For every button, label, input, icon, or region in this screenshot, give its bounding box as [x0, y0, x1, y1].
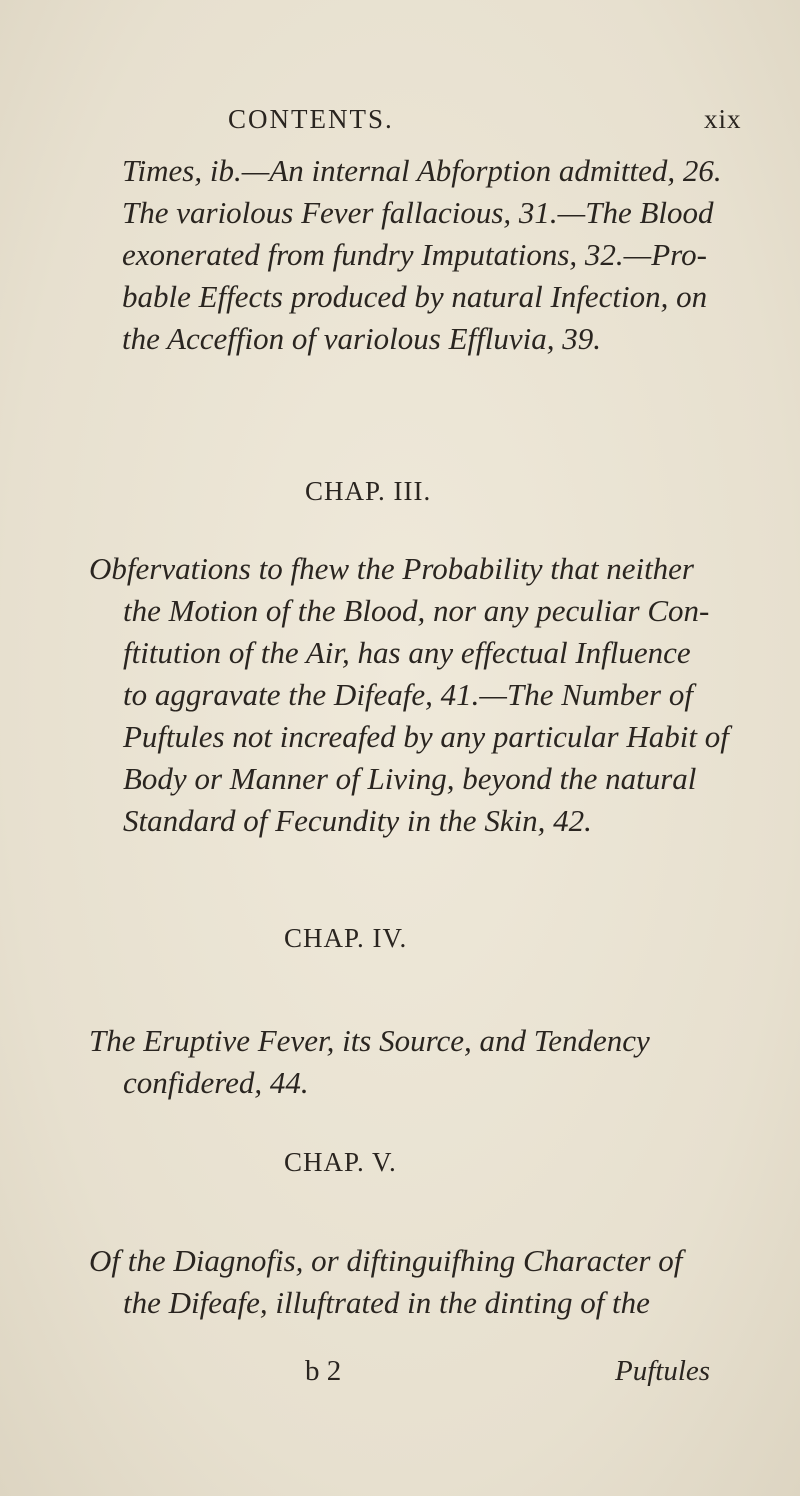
- text-line: to aggravate the Difeafe, 41.—The Number of: [123, 677, 693, 712]
- page-number: xix: [704, 104, 742, 134]
- catchword: Puftules: [615, 1355, 711, 1387]
- chapter-summary: [89, 1240, 682, 1324]
- text-line: The Eruptive Fever, its Source, and Tendency: [89, 1023, 650, 1058]
- text-line: the Motion of the Blood, nor any peculiar Con-: [123, 593, 710, 628]
- text-line: Body or Manner of Living, beyond the natural: [123, 761, 697, 796]
- header-title: CONTENTS.: [228, 104, 394, 134]
- intro-paragraph: [122, 150, 722, 360]
- text-line: bable Effects produced by natural Infection, on: [122, 279, 708, 314]
- text-line: The variolous Fever fallacious, 31.—The Blood: [122, 195, 714, 230]
- chapter-heading: CHAP. III.: [305, 476, 432, 506]
- text-line: Standard of Fecundity in the Skin, 42.: [123, 803, 592, 838]
- chapter-heading: CHAP. V.: [284, 1147, 397, 1177]
- chapter-heading: CHAP. IV.: [284, 923, 408, 953]
- text-line: Times, ib.—An internal Abforption admitted, 26.: [122, 153, 722, 188]
- text-line: exonerated from fundry Imputations, 32.—Pro-: [122, 237, 707, 272]
- running-header: [0, 104, 800, 144]
- chapter-summary: [89, 1020, 650, 1104]
- text-line: the Acceffion of variolous Effluvia, 39.: [122, 321, 601, 356]
- chapter-summary: [89, 548, 729, 842]
- signature-mark: b 2: [305, 1355, 342, 1387]
- text-line: ftitution of the Air, has any effectual Influence: [123, 635, 691, 670]
- text-line: confidered, 44.: [123, 1065, 309, 1100]
- text-line: Obfervations to fhew the Probability that neither: [89, 551, 694, 586]
- text-line: Of the Diagnofis, or diftinguifhing Character of: [89, 1243, 683, 1278]
- text-line: the Difeafe, illuftrated in the dinting of the: [123, 1285, 650, 1320]
- text-line: Puftules not increafed by any particular Habit of: [123, 719, 729, 754]
